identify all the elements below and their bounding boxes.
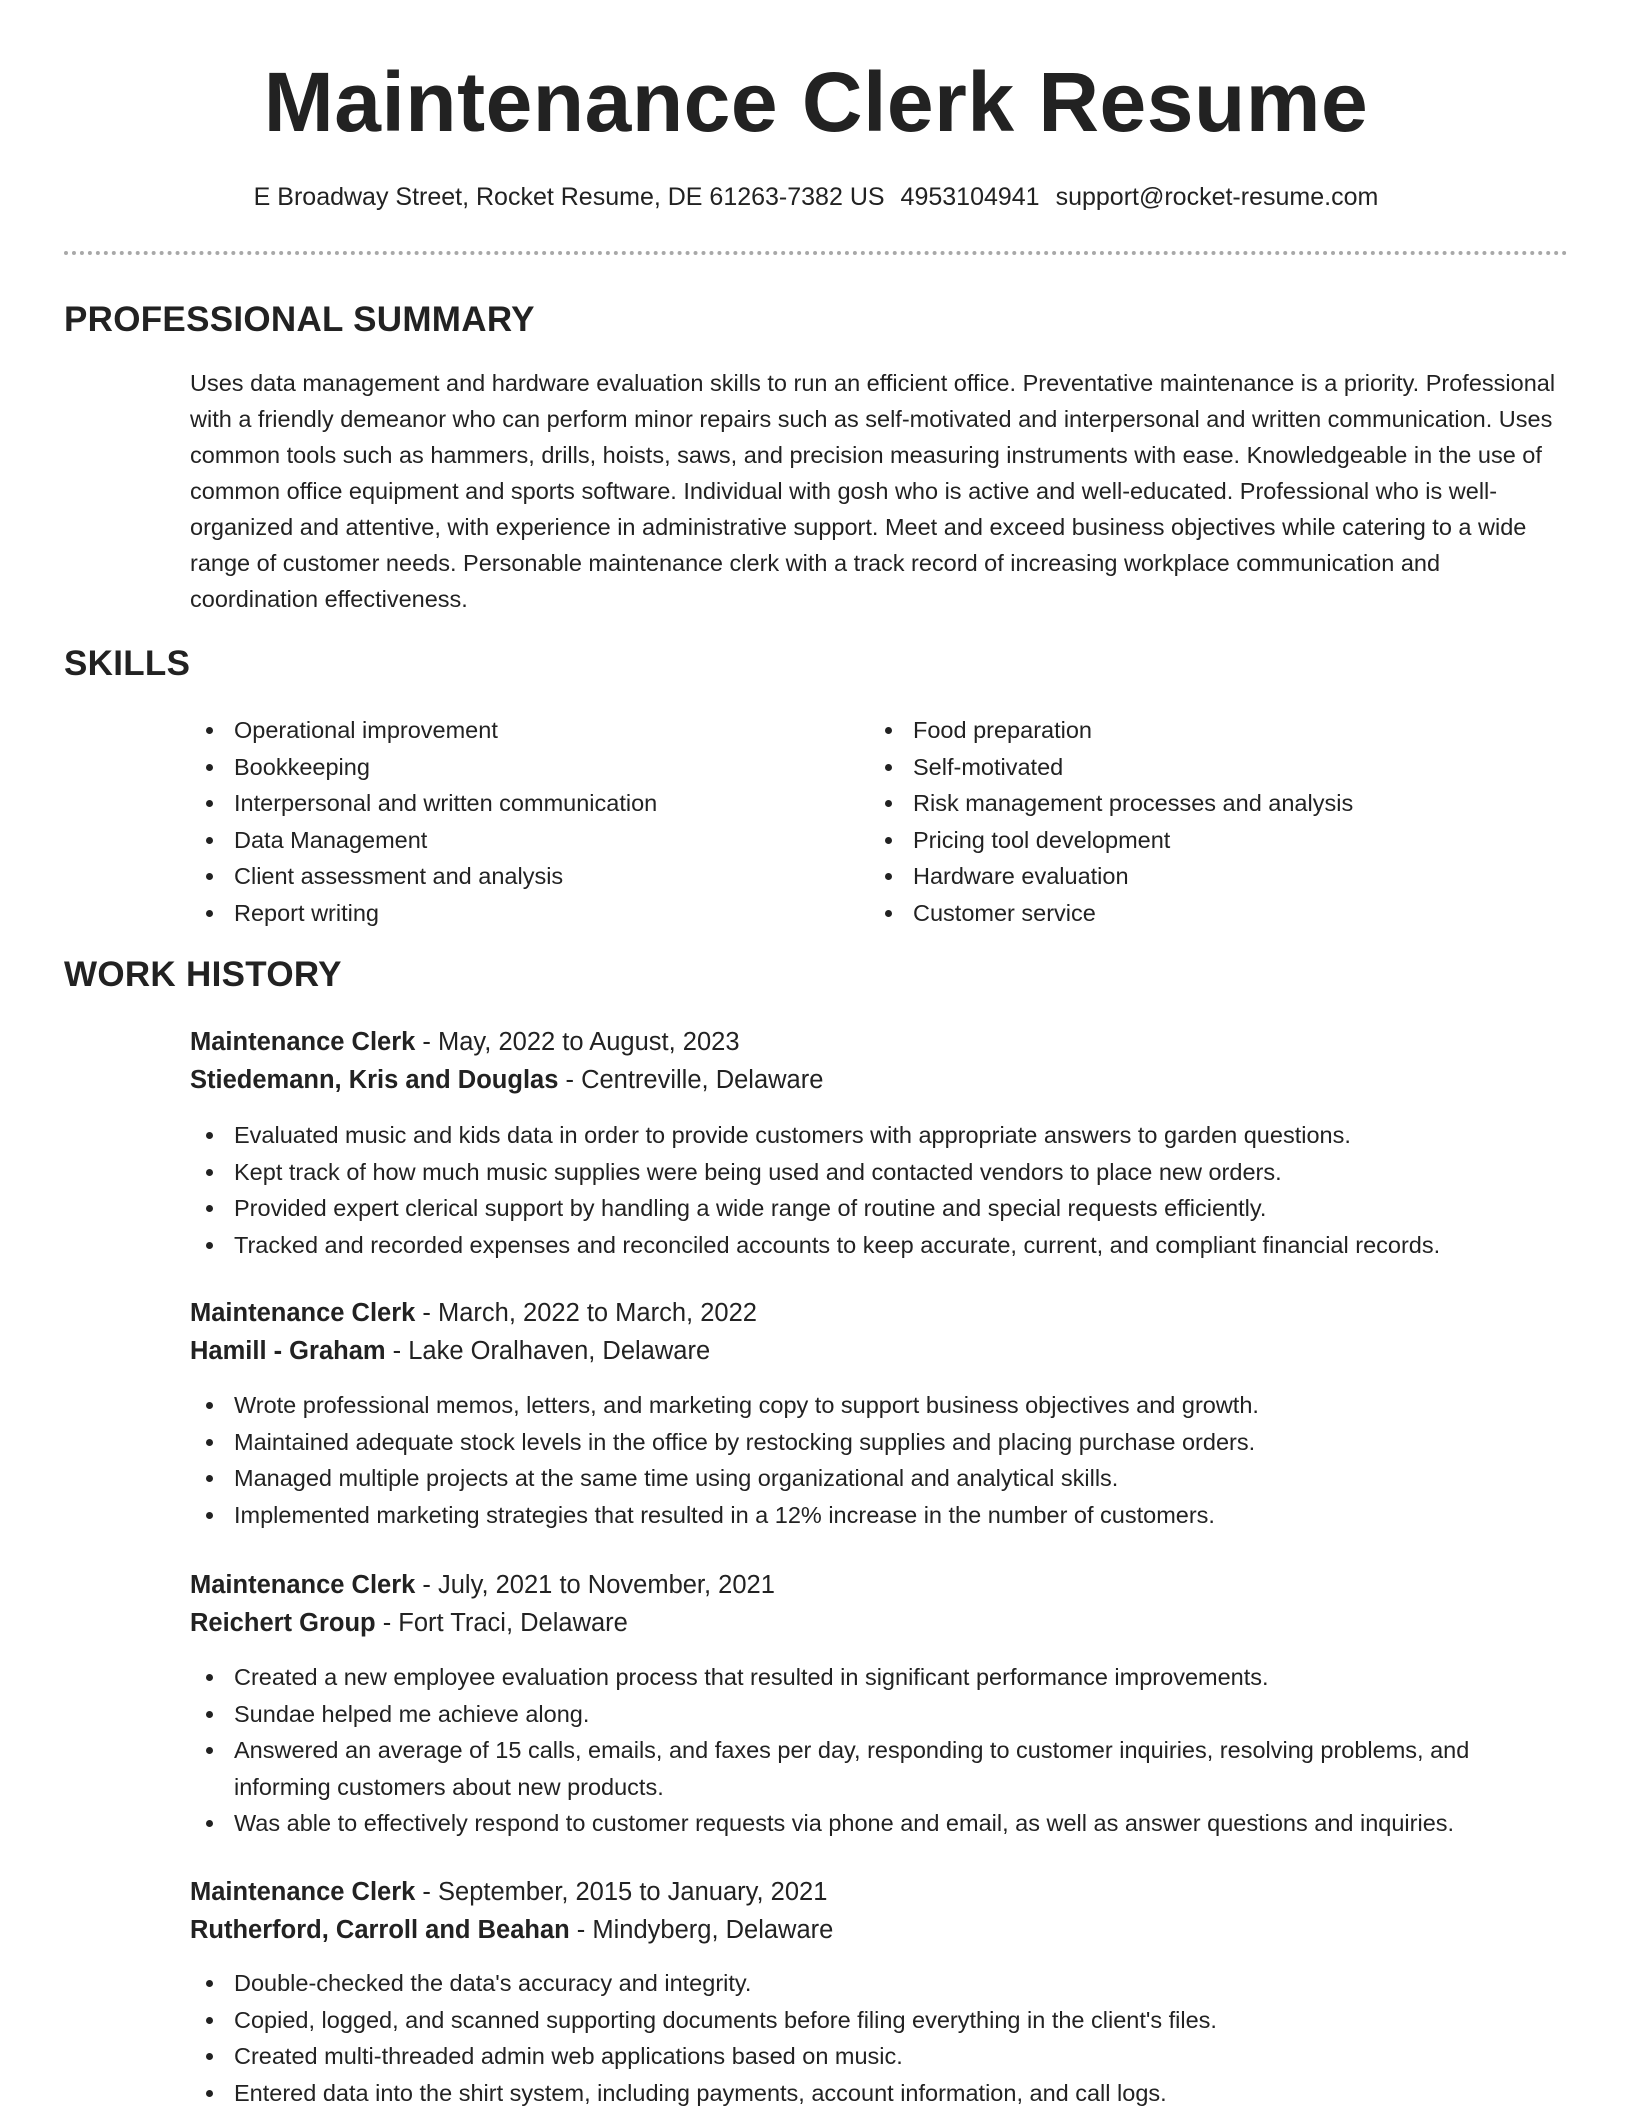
job-company: Rutherford, Carroll and Beahan	[190, 1916, 570, 1944]
skill-item: Report writing	[190, 895, 830, 932]
skill-item: Customer service	[869, 895, 1549, 932]
skill-item: Food preparation	[869, 712, 1549, 749]
job-dates: - March, 2022 to March, 2022	[415, 1299, 757, 1327]
summary-text: Uses data management and hardware evaluation skills to run an efficient office. Preventative maintenance is a priority. Professional with a friendly demeanor who can perform minor repairs such as self-motivated and interpersonal and written communication. Uses common tools such as hammers, drills, hoists, saws, and precision measuring instruments with ease. Knowledgeable in the use of common office equipment and sports software. Individual with gosh who is active and well-educated. Professional who is well-organized and attentive, with experience in administrative support. Meet and exceed business objectives while catering to a wide range of customer needs. Personable maintenance clerk with a track record of increasing workplace communication and coordination effectiveness.	[190, 370, 1556, 612]
job-bullet: Copied, logged, and scanned supporting documents before filing everything in the client's files.	[190, 2002, 1570, 2039]
job-dates: - July, 2021 to November, 2021	[415, 1571, 775, 1599]
skill-item: Pricing tool development	[869, 822, 1549, 859]
job-dates: - September, 2015 to January, 2021	[415, 1878, 828, 1906]
job-bullet: Answered an average of 15 calls, emails, and faxes per day, responding to customer inquiries, resolving problems, and informing customers about new products.	[190, 1732, 1570, 1805]
summary-heading: PROFESSIONAL SUMMARY	[64, 300, 535, 339]
skill-item: Self-motivated	[869, 749, 1549, 786]
skill-item: Operational improvement	[190, 712, 830, 749]
job-bullet: Created a new employee evaluation process that resulted in significant performance improvements.	[190, 1659, 1570, 1696]
skill-item: Bookkeeping	[190, 749, 830, 786]
job-title: Maintenance Clerk	[190, 1571, 416, 1599]
header-divider	[64, 251, 1568, 255]
work-history-heading: WORK HISTORY	[64, 955, 342, 994]
job-title: Maintenance Clerk	[190, 1299, 416, 1327]
skill-item: Client assessment and analysis	[190, 858, 830, 895]
job-location: - Mindyberg, Delaware	[569, 1916, 834, 1944]
job-bullet: Sundae helped me achieve along.	[190, 1696, 1570, 1733]
job-bullet: Was able to effectively respond to customer requests via phone and email, as well as answer questions and inquiries.	[190, 1805, 1570, 1842]
job-bullet: Implemented marketing strategies that resulted in a 12% increase in the number of customers.	[190, 1497, 1570, 1534]
job-bullet: Evaluated music and kids data in order to provide customers with appropriate answers to garden questions.	[190, 1117, 1570, 1154]
job-title-line	[190, 1873, 827, 1911]
job-bullet: Double-checked the data's accuracy and integrity.	[190, 1965, 1570, 2002]
job-company-line	[190, 1061, 823, 1099]
job-bullet: Managed multiple projects at the same time using organizational and analytical skills.	[190, 1460, 1570, 1497]
job-bullet: Entered data into the shirt system, including payments, account information, and call logs.	[190, 2075, 1570, 2112]
job-bullet: Created multi-threaded admin web applications based on music.	[190, 2038, 1570, 2075]
job-company-line	[190, 1604, 628, 1642]
job-bullets	[190, 1659, 1570, 1842]
contact-email: support@rocket-resume.com	[1055, 183, 1379, 211]
skill-item: Risk management processes and analysis	[869, 785, 1549, 822]
job-dates: - May, 2022 to August, 2023	[415, 1028, 740, 1056]
skills-list-right	[869, 712, 1549, 931]
skills-list-left	[190, 712, 830, 931]
job-location: - Centreville, Delaware	[558, 1066, 824, 1094]
contact-phone: 4953104941	[900, 183, 1040, 211]
skill-item: Data Management	[190, 822, 830, 859]
job-company: Stiedemann, Kris and Douglas	[190, 1066, 559, 1094]
job-title-line	[190, 1294, 757, 1332]
skills-heading: SKILLS	[64, 644, 191, 683]
job-bullet: Kept track of how much music supplies were being used and contacted vendors to place new orders.	[190, 1154, 1570, 1191]
job-bullet: Wrote professional memos, letters, and marketing copy to support business objectives and growth.	[190, 1387, 1570, 1424]
resume-title: Maintenance Clerk Resume	[263, 55, 1369, 149]
job-bullet: Tracked and recorded expenses and reconciled accounts to keep accurate, current, and compliant financial records.	[190, 1227, 1570, 1264]
job-company: Reichert Group	[190, 1609, 376, 1637]
job-bullets	[190, 1387, 1570, 1533]
job-title: Maintenance Clerk	[190, 1878, 416, 1906]
job-bullet: Provided expert clerical support by handling a wide range of routine and special requests efficiently.	[190, 1190, 1570, 1227]
contact-line	[0, 181, 1632, 213]
job-title: Maintenance Clerk	[190, 1028, 416, 1056]
job-bullets	[190, 1965, 1570, 2111]
job-company-line	[190, 1911, 833, 1949]
skill-item: Interpersonal and written communication	[190, 785, 830, 822]
job-title-line	[190, 1566, 775, 1604]
job-title-line	[190, 1023, 740, 1061]
job-bullets	[190, 1117, 1570, 1263]
job-company: Hamill - Graham	[190, 1337, 386, 1365]
job-company-line	[190, 1332, 710, 1370]
job-location: - Lake Oralhaven, Delaware	[385, 1337, 711, 1365]
skill-item: Hardware evaluation	[869, 858, 1549, 895]
contact-address: E Broadway Street, Rocket Resume, DE 61263-7382 US	[253, 183, 885, 211]
job-location: - Fort Traci, Delaware	[375, 1609, 628, 1637]
job-bullet: Maintained adequate stock levels in the office by restocking supplies and placing purchase orders.	[190, 1424, 1570, 1461]
